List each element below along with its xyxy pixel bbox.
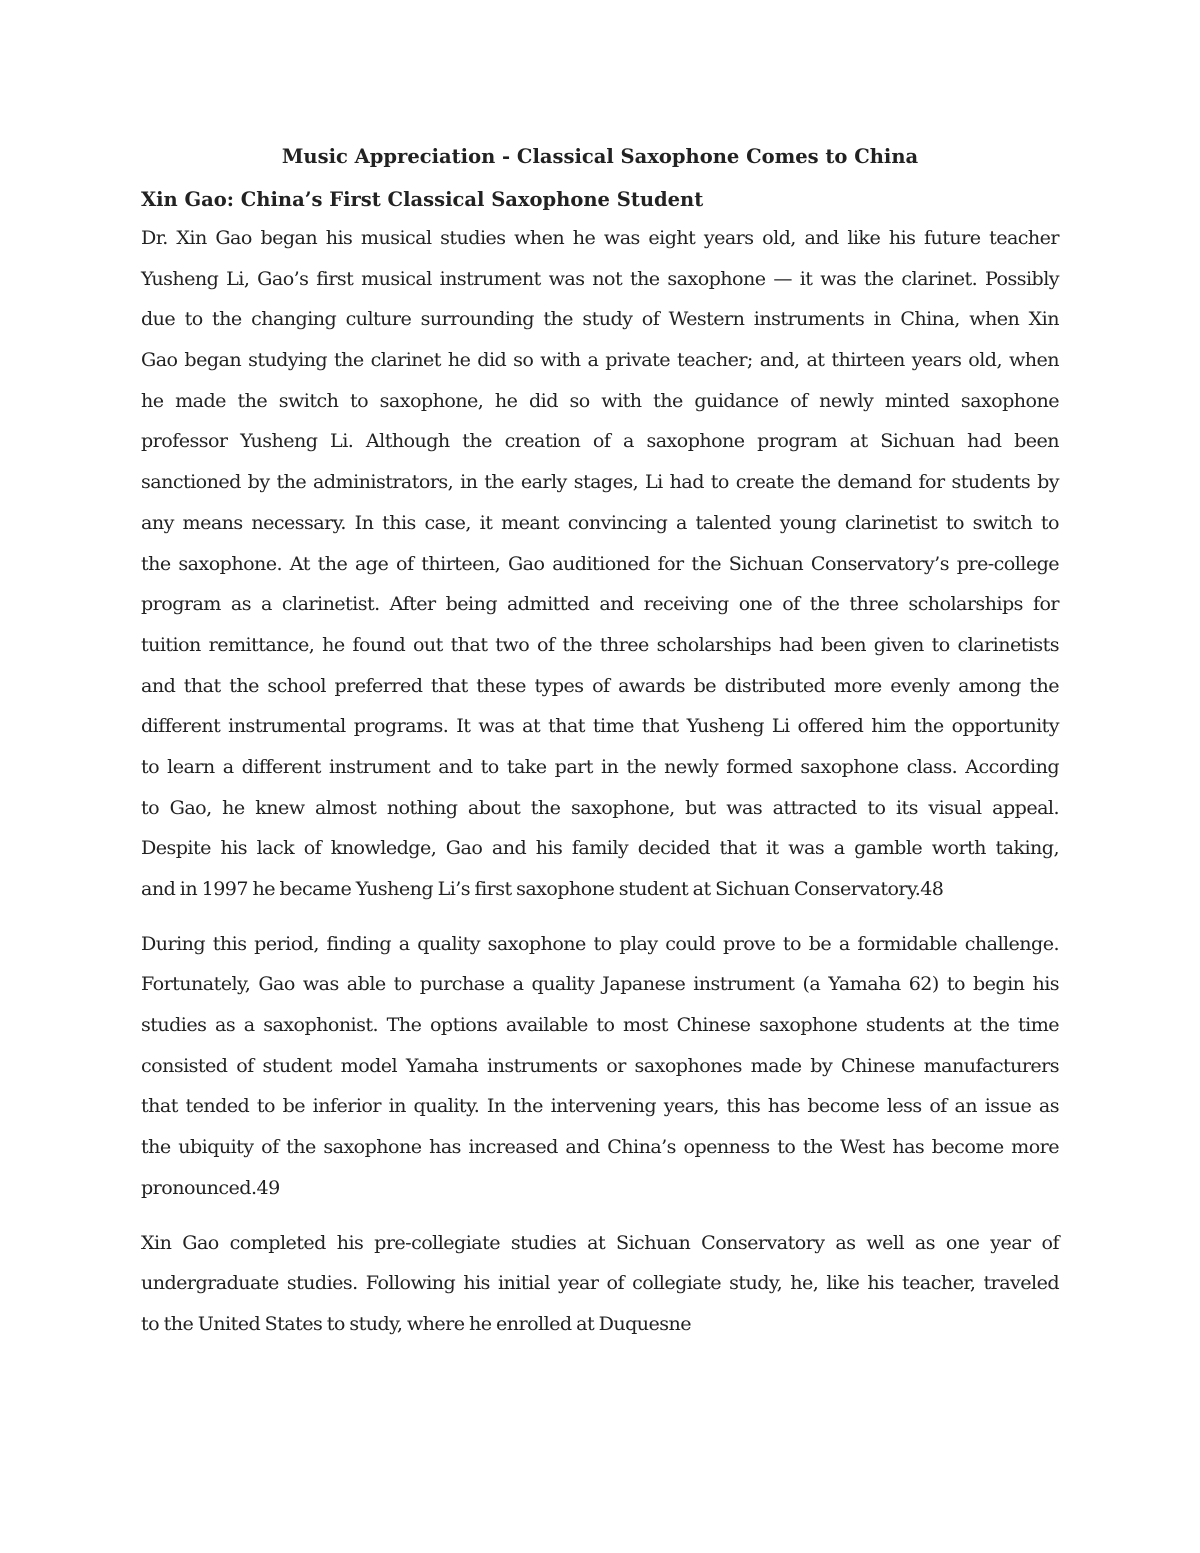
paragraph-line: the ubiquity of the saxophone has increased and China’s openness to the West has become more xyxy=(141,1135,1059,1159)
paragraph-line: different instrumental programs. It was at that time that Yusheng Li offered him the opportunity xyxy=(141,714,1059,738)
paragraph-line: he made the switch to saxophone, he did so with the guidance of newly minted saxophone xyxy=(141,388,1059,412)
paragraph-line: Dr. Xin Gao began his musical studies when he was eight years old, and like his future teacher xyxy=(141,226,1059,249)
paragraph-line: to Gao, he knew almost nothing about the saxophone, but was attracted to its visual appeal. xyxy=(141,795,1059,819)
paragraph xyxy=(141,924,1059,1209)
paragraph-line: Gao began studying the clarinet he did so with a private teacher; and, at thirteen years old, when xyxy=(141,348,1059,372)
paragraph-line: consisted of student model Yamaha instruments or saxophones made by Chinese manufacturers xyxy=(141,1053,1059,1077)
paragraph-line: program as a clarinetist. After being admitted and receiving one of the three scholarships for xyxy=(141,592,1059,616)
paragraph-line: any means necessary. In this case, it meant convincing a talented young clarinetist to switch to xyxy=(141,510,1059,534)
paragraph-line: professor Yusheng Li. Although the creation of a saxophone program at Sichuan had been xyxy=(141,429,1059,453)
paragraph-line: undergraduate studies. Following his initial year of collegiate study, he, like his teacher, traveled xyxy=(141,1271,1059,1295)
paragraph-line: to the United States to study, where he enrolled at Duquesne xyxy=(141,1311,692,1335)
paragraph-line: due to the changing culture surrounding the study of Western instruments in China, when Xin xyxy=(141,307,1059,331)
paragraph-line: tuition remittance, he found out that two of the three scholarships had been given to clarinetists xyxy=(141,632,1059,656)
paragraph-line: the saxophone. At the age of thirteen, Gao auditioned for the Sichuan Conservatory’s pre-college xyxy=(141,551,1059,575)
document-page xyxy=(141,140,1059,1345)
paragraph-line: to learn a different instrument and to take part in the newly formed saxophone class. According xyxy=(141,754,1059,778)
paragraph-line: that tended to be inferior in quality. In the intervening years, this has become less of an issue as xyxy=(141,1094,1059,1118)
document-title: Music Appreciation - Classical Saxophone Comes to China xyxy=(281,145,919,168)
paragraph-line: and that the school preferred that these types of awards be distributed more evenly among the xyxy=(141,673,1059,697)
paragraph-line: pronounced.49 xyxy=(141,1175,280,1199)
document-body xyxy=(141,218,1059,1345)
paragraph-line: studies as a saxophonist. The options available to most Chinese saxophone students at the time xyxy=(141,1013,1059,1037)
section-heading: Xin Gao: China’s First Classical Saxophone Student xyxy=(141,188,704,211)
paragraph-line: sanctioned by the administrators, in the early stages, Li had to create the demand for students by xyxy=(141,470,1059,494)
paragraph-line: Xin Gao completed his pre-collegiate studies at Sichuan Conservatory as well as one year of xyxy=(141,1230,1059,1254)
paragraph-line: During this period, finding a quality saxophone to play could prove to be a formidable challenge. xyxy=(141,931,1059,955)
paragraph-line: Yusheng Li, Gao’s first musical instrument was not the saxophone — it was the clarinet. Possibly xyxy=(141,266,1059,290)
paragraph-line: Despite his lack of knowledge, Gao and his family decided that it was a gamble worth taking, xyxy=(141,836,1059,860)
paragraph-line: Fortunately, Gao was able to purchase a quality Japanese instrument (a Yamaha 62) to begin his xyxy=(141,972,1059,996)
paragraph-line: and in 1997 he became Yusheng Li’s first saxophone student at Sichuan Conservatory.48 xyxy=(141,877,944,900)
paragraph xyxy=(141,218,1059,910)
paragraph xyxy=(141,1223,1059,1345)
